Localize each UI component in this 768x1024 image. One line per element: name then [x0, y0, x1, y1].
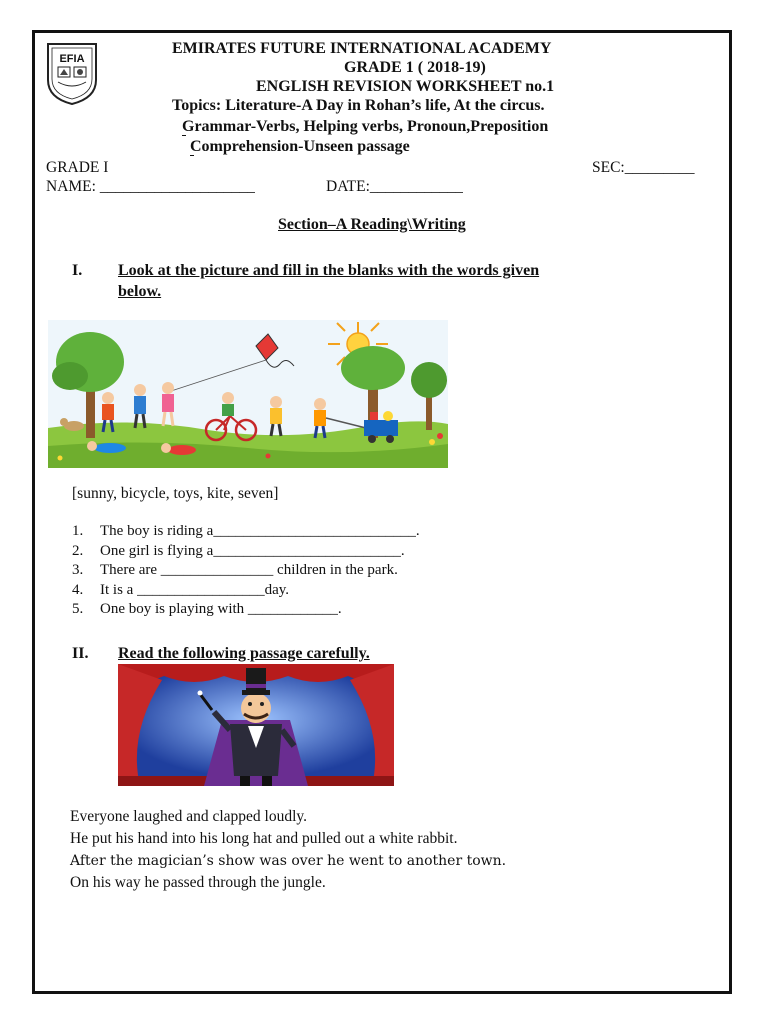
- item-number: 3.: [72, 562, 84, 578]
- question-1-instruction-cont: below.: [118, 283, 162, 300]
- question-1-instruction: Look at the picture and fill in the blanks with the words given: [118, 262, 540, 279]
- question-2-numeral: II.: [72, 645, 89, 662]
- item-text: One boy is playing with ____________.: [100, 601, 342, 617]
- comprehension-line: Comprehension-Unseen passage: [190, 138, 410, 155]
- school-logo: [44, 40, 100, 106]
- item-number: 2.: [72, 542, 84, 559]
- section-field[interactable]: SEC:_________: [592, 159, 695, 176]
- item-text: One girl is flying a_________________________.: [100, 542, 405, 559]
- logo-text: EFIA: [59, 53, 85, 65]
- reading-passage: [70, 806, 506, 894]
- passage-line: He put his hand into his long hat and pulled out a white rabbit.: [70, 830, 458, 847]
- grade-year: GRADE 1 ( 2018-19): [344, 59, 486, 76]
- item-number: 1.: [72, 523, 84, 539]
- item-text: There are _______________ children in the park.: [100, 562, 398, 578]
- worksheet-title: ENGLISH REVISION WORKSHEET no.1: [256, 78, 555, 95]
- item-text: The boy is riding a___________________________.: [100, 523, 420, 539]
- grammar-line: Grammar-Verbs, Helping verbs, Pronoun,Preposition: [182, 118, 549, 135]
- list-item[interactable]: [72, 522, 420, 542]
- list-item[interactable]: [72, 581, 420, 601]
- passage-line: On his way he passed through the jungle.: [70, 874, 326, 891]
- underline-mark: [182, 135, 186, 136]
- underline-mark: [190, 155, 194, 156]
- list-item[interactable]: [72, 542, 420, 562]
- school-name: EMIRATES FUTURE INTERNATIONAL ACADEMY: [172, 40, 552, 57]
- fill-in-list: [72, 522, 420, 620]
- item-text: It is a _________________day.: [100, 581, 290, 598]
- word-bank: [sunny, bicycle, toys, kite, seven]: [72, 485, 279, 502]
- question-2-instruction: Read the following passage carefully.: [118, 645, 370, 662]
- question-1-numeral: I.: [72, 262, 83, 279]
- name-field[interactable]: NAME: ____________________: [46, 178, 255, 195]
- item-number: 4.: [72, 581, 84, 598]
- topics-line: Topics: Literature-A Day in Rohan’s life, At the circus.: [172, 97, 545, 114]
- passage-line: After the magician’s show was over he went to another town.: [70, 853, 507, 869]
- park-illustration: [48, 320, 448, 468]
- list-item[interactable]: [72, 561, 420, 581]
- magician-illustration: [118, 664, 394, 786]
- grade-label: GRADE I: [46, 159, 109, 176]
- date-field[interactable]: DATE:____________: [326, 178, 463, 195]
- passage-line: Everyone laughed and clapped loudly.: [70, 808, 308, 825]
- section-a-title: Section–A Reading\Writing: [278, 216, 466, 233]
- list-item[interactable]: [72, 600, 420, 620]
- item-number: 5.: [72, 601, 84, 617]
